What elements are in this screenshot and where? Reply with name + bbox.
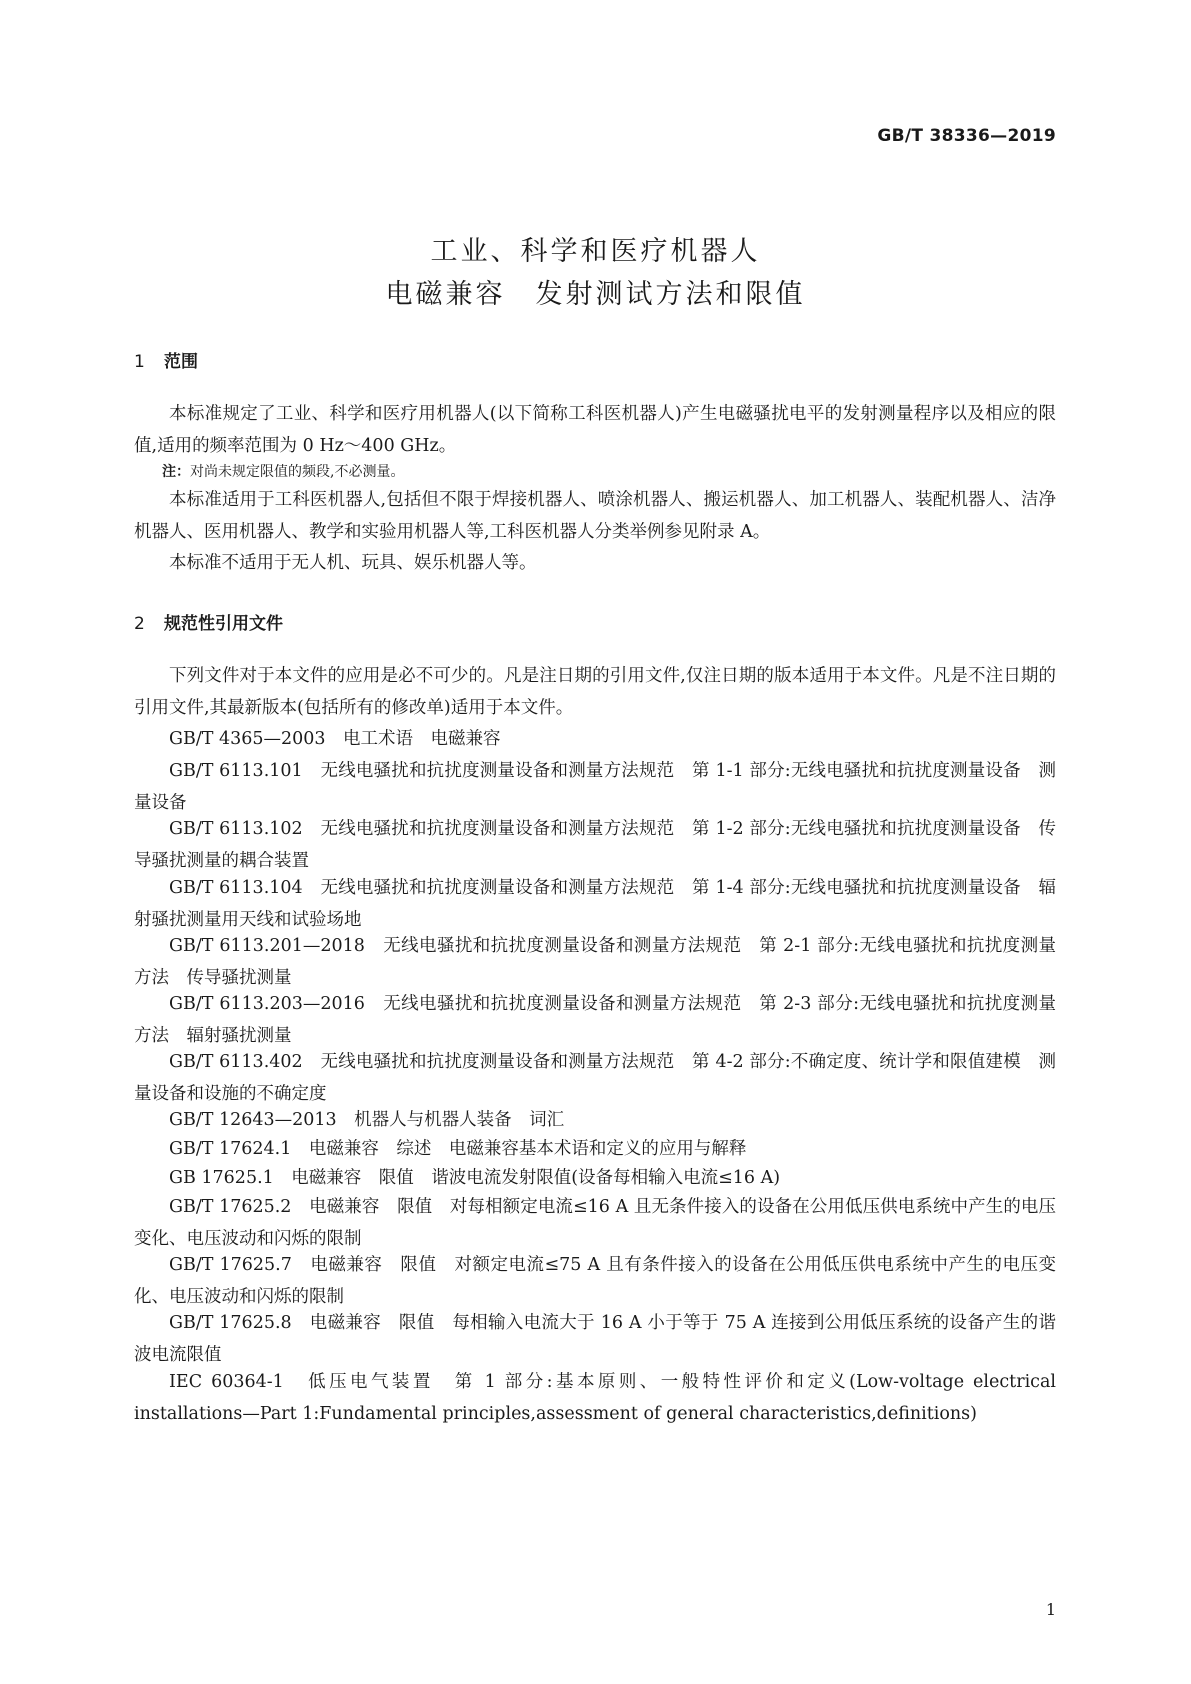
section-2-intro: 下列文件对于本文件的应用是必不可少的。凡是注日期的引用文件,仅注日期的版本适用于本文件。凡是不注日期的引用文件,其最新版本(包括所有的修改单)适用于本文件。 (134, 666, 1056, 718)
section-1-paragraph-2: 本标准适用于工科医机器人,包括但不限于焊接机器人、喷涂机器人、搬运机器人、加工机器人、装配机器人、洁净机器人、医用机器人、教学和实验用机器人等,工科医机器人分类举例参见附录 A。 (134, 490, 1056, 542)
reference-item: GB/T 17624.1 电磁兼容 综述 电磁兼容基本术语和定义的应用与解释 (169, 1139, 747, 1159)
note-label: 注： (162, 464, 190, 480)
section-2-number: 2 (134, 614, 145, 634)
reference-item: GB/T 6113.102 无线电骚扰和抗扰度测量设备和测量方法规范 第 1-2 部分:无线电骚扰和抗扰度测量设备 传导骚扰测量的耦合装置 (134, 819, 1056, 871)
section-2-heading (134, 609, 283, 634)
section-2-title: 规范性引用文件 (164, 614, 283, 634)
document-title-line-2: 电磁兼容 发射测试方法和限值 (385, 279, 806, 310)
reference-item: GB/T 6113.402 无线电骚扰和抗扰度测量设备和测量方法规范 第 4-2 部分:不确定度、统计学和限值建模 测量设备和设施的不确定度 (134, 1052, 1056, 1104)
page-number: 1 (1045, 1600, 1056, 1619)
section-1-heading (134, 347, 198, 372)
section-1-note (162, 462, 404, 482)
reference-item: GB 17625.1 电磁兼容 限值 谐波电流发射限值(设备每相输入电流≤16 A) (169, 1168, 781, 1188)
reference-item: GB/T 6113.201—2018 无线电骚扰和抗扰度测量设备和测量方法规范 第 2-1 部分:无线电骚扰和抗扰度测量方法 传导骚扰测量 (134, 936, 1056, 988)
reference-item: IEC 60364-1 低压电气装置 第 1 部分:基本原则、一般特性评价和定义(Low-voltage electrical installations—Part 1:Fundamental principles,assessment of general characteristics,definitions) (134, 1372, 1056, 1424)
reference-item: GB/T 17625.7 电磁兼容 限值 对额定电流≤75 A 且有条件接入的设备在公用低压供电系统中产生的电压变化、电压波动和闪烁的限制 (134, 1255, 1056, 1307)
standard-number: GB/T 38336—2019 (877, 126, 1056, 146)
reference-item: GB/T 17625.8 电磁兼容 限值 每相输入电流大于 16 A 小于等于 75 A 连接到公用低压系统的设备产生的谐波电流限值 (134, 1313, 1056, 1365)
section-1-number: 1 (134, 352, 145, 372)
reference-item: GB/T 12643—2013 机器人与机器人装备 词汇 (169, 1110, 565, 1130)
section-1-paragraph-1: 本标准规定了工业、科学和医疗用机器人(以下简称工科医机器人)产生电磁骚扰电平的发射测量程序以及相应的限值,适用的频率范围为 0 Hz～400 GHz。 (134, 404, 1056, 456)
reference-item: GB/T 6113.101 无线电骚扰和抗扰度测量设备和测量方法规范 第 1-1 部分:无线电骚扰和抗扰度测量设备 测量设备 (134, 761, 1056, 813)
reference-item: GB/T 4365—2003 电工术语 电磁兼容 (169, 729, 501, 749)
reference-item: GB/T 6113.104 无线电骚扰和抗扰度测量设备和测量方法规范 第 1-4 部分:无线电骚扰和抗扰度测量设备 辐射骚扰测量用天线和试验场地 (134, 878, 1056, 930)
reference-item: GB/T 17625.2 电磁兼容 限值 对每相额定电流≤16 A 且无条件接入的设备在公用低压供电系统中产生的电压变化、电压波动和闪烁的限制 (134, 1197, 1056, 1249)
document-title-line-1: 工业、科学和医疗机器人 (430, 236, 761, 267)
reference-item: GB/T 6113.203—2016 无线电骚扰和抗扰度测量设备和测量方法规范 第 2-3 部分:无线电骚扰和抗扰度测量方法 辐射骚扰测量 (134, 994, 1056, 1046)
note-text: 对尚未规定限值的频段,不必测量。 (190, 464, 405, 480)
section-1-paragraph-3: 本标准不适用于无人机、玩具、娱乐机器人等。 (169, 553, 537, 573)
section-1-title: 范围 (164, 352, 198, 372)
